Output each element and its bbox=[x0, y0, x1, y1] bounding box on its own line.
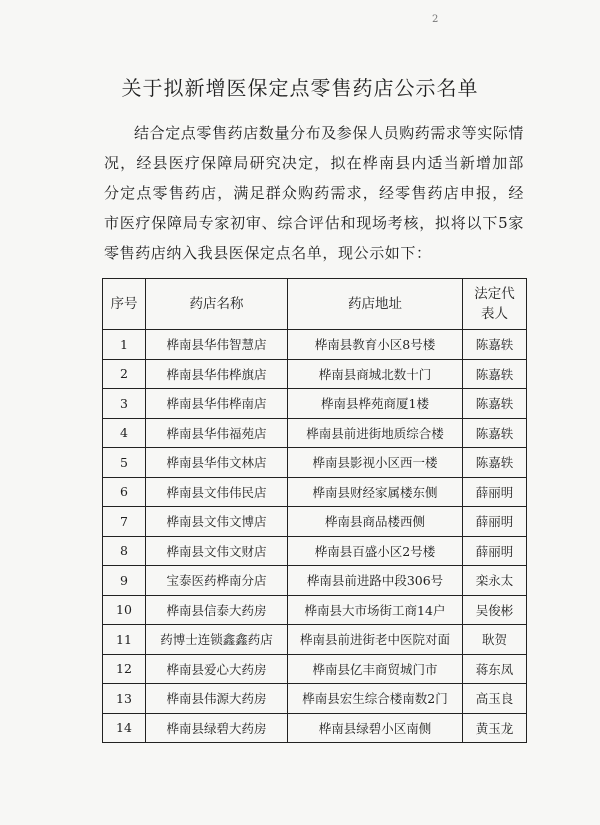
pharmacy-name: 桦南县华伟文林店 bbox=[146, 448, 288, 478]
legal-representative: 吴俊彬 bbox=[463, 595, 527, 625]
table-row bbox=[103, 654, 527, 684]
row-number: 3 bbox=[103, 389, 146, 419]
table-row bbox=[103, 713, 527, 743]
row-number: 7 bbox=[103, 507, 146, 537]
row-number: 1 bbox=[103, 330, 146, 360]
header-rep bbox=[463, 279, 527, 330]
pharmacy-address: 桦南县商城北数十门 bbox=[288, 359, 463, 389]
pharmacy-table bbox=[102, 278, 527, 743]
legal-representative: 陈嘉轶 bbox=[463, 330, 527, 360]
legal-representative: 蒋东凤 bbox=[463, 654, 527, 684]
pharmacy-name: 宝泰医药桦南分店 bbox=[146, 566, 288, 596]
legal-representative: 高玉良 bbox=[463, 684, 527, 714]
table-header-row bbox=[103, 279, 527, 330]
table-row bbox=[103, 359, 527, 389]
table-row bbox=[103, 507, 527, 537]
table-row bbox=[103, 389, 527, 419]
pharmacy-address: 桦南县亿丰商贸城门市 bbox=[288, 654, 463, 684]
pharmacy-address: 桦南县前进街地质综合楼 bbox=[288, 418, 463, 448]
pharmacy-name: 桦南县华伟桦旗店 bbox=[146, 359, 288, 389]
row-number: 14 bbox=[103, 713, 146, 743]
header-address: 药店地址 bbox=[288, 279, 463, 330]
legal-representative: 陈嘉轶 bbox=[463, 389, 527, 419]
row-number: 9 bbox=[103, 566, 146, 596]
pharmacy-address: 桦南县宏生综合楼南数2门 bbox=[288, 684, 463, 714]
row-number: 6 bbox=[103, 477, 146, 507]
legal-representative: 陈嘉轶 bbox=[463, 359, 527, 389]
pharmacy-name: 桦南县华伟桦南店 bbox=[146, 389, 288, 419]
legal-representative: 薛丽明 bbox=[463, 536, 527, 566]
pharmacy-address: 桦南县百盛小区2号楼 bbox=[288, 536, 463, 566]
row-number: 2 bbox=[103, 359, 146, 389]
header-name: 药店名称 bbox=[146, 279, 288, 330]
row-number: 11 bbox=[103, 625, 146, 655]
header-rep-text: 法定代表人 bbox=[474, 286, 515, 322]
pharmacy-address: 桦南县影视小区西一楼 bbox=[288, 448, 463, 478]
legal-representative: 陈嘉轶 bbox=[463, 448, 527, 478]
legal-representative: 耿贺 bbox=[463, 625, 527, 655]
pharmacy-address: 桦南县教育小区8号楼 bbox=[288, 330, 463, 360]
row-number: 10 bbox=[103, 595, 146, 625]
header-no: 序号 bbox=[103, 279, 146, 330]
row-number: 4 bbox=[103, 418, 146, 448]
pharmacy-name: 桦南县文伟文财店 bbox=[146, 536, 288, 566]
legal-representative: 薛丽明 bbox=[463, 507, 527, 537]
pharmacy-address: 桦南县商品楼西侧 bbox=[288, 507, 463, 537]
table-row bbox=[103, 477, 527, 507]
pharmacy-address: 桦南县前进街老中医院对面 bbox=[288, 625, 463, 655]
pharmacy-name: 桦南县文伟伟民店 bbox=[146, 477, 288, 507]
pharmacy-name: 桦南县伟源大药房 bbox=[146, 684, 288, 714]
pharmacy-address: 桦南县桦苑商厦1楼 bbox=[288, 389, 463, 419]
intro-paragraph: 结合定点零售药店数量分布及参保人员购药需求等实际情况，经县医疗保障局研究决定，拟在桦南县内适当新增加部分定点零售药店，满足群众购药需求，经零售药店申报，经市医疗保障局专家初审、综合评估和现场考核，拟将以下5家零售药店纳入我县医保定点名单，现公示如下： bbox=[104, 124, 525, 262]
pharmacy-address: 桦南县前进路中段306号 bbox=[288, 566, 463, 596]
page-mark: 2 bbox=[432, 14, 439, 25]
pharmacy-name: 桦南县爱心大药房 bbox=[146, 654, 288, 684]
row-number: 12 bbox=[103, 654, 146, 684]
legal-representative: 薛丽明 bbox=[463, 477, 527, 507]
pharmacy-name: 桦南县绿碧大药房 bbox=[146, 713, 288, 743]
legal-representative: 黄玉龙 bbox=[463, 713, 527, 743]
pharmacy-name: 桦南县信泰大药房 bbox=[146, 595, 288, 625]
pharmacy-address: 桦南县绿碧小区南侧 bbox=[288, 713, 463, 743]
pharmacy-name: 桦南县华伟智慧店 bbox=[146, 330, 288, 360]
legal-representative: 栾永太 bbox=[463, 566, 527, 596]
row-number: 5 bbox=[103, 448, 146, 478]
pharmacy-name: 桦南县文伟文博店 bbox=[146, 507, 288, 537]
table-row bbox=[103, 330, 527, 360]
table-row bbox=[103, 625, 527, 655]
table-row bbox=[103, 566, 527, 596]
table-row bbox=[103, 595, 527, 625]
legal-representative: 陈嘉轶 bbox=[463, 418, 527, 448]
pharmacy-name: 药博士连锁鑫鑫药店 bbox=[146, 625, 288, 655]
row-number: 8 bbox=[103, 536, 146, 566]
table-row bbox=[103, 448, 527, 478]
row-number: 13 bbox=[103, 684, 146, 714]
table-body bbox=[103, 330, 527, 743]
pharmacy-name: 桦南县华伟福苑店 bbox=[146, 418, 288, 448]
document-title: 关于拟新增医保定点零售药店公示名单 bbox=[121, 76, 479, 100]
pharmacy-address: 桦南县大市场街工商14户 bbox=[288, 595, 463, 625]
table-row bbox=[103, 536, 527, 566]
table-row bbox=[103, 418, 527, 448]
pharmacy-address: 桦南县财经家属楼东侧 bbox=[288, 477, 463, 507]
table-row bbox=[103, 684, 527, 714]
